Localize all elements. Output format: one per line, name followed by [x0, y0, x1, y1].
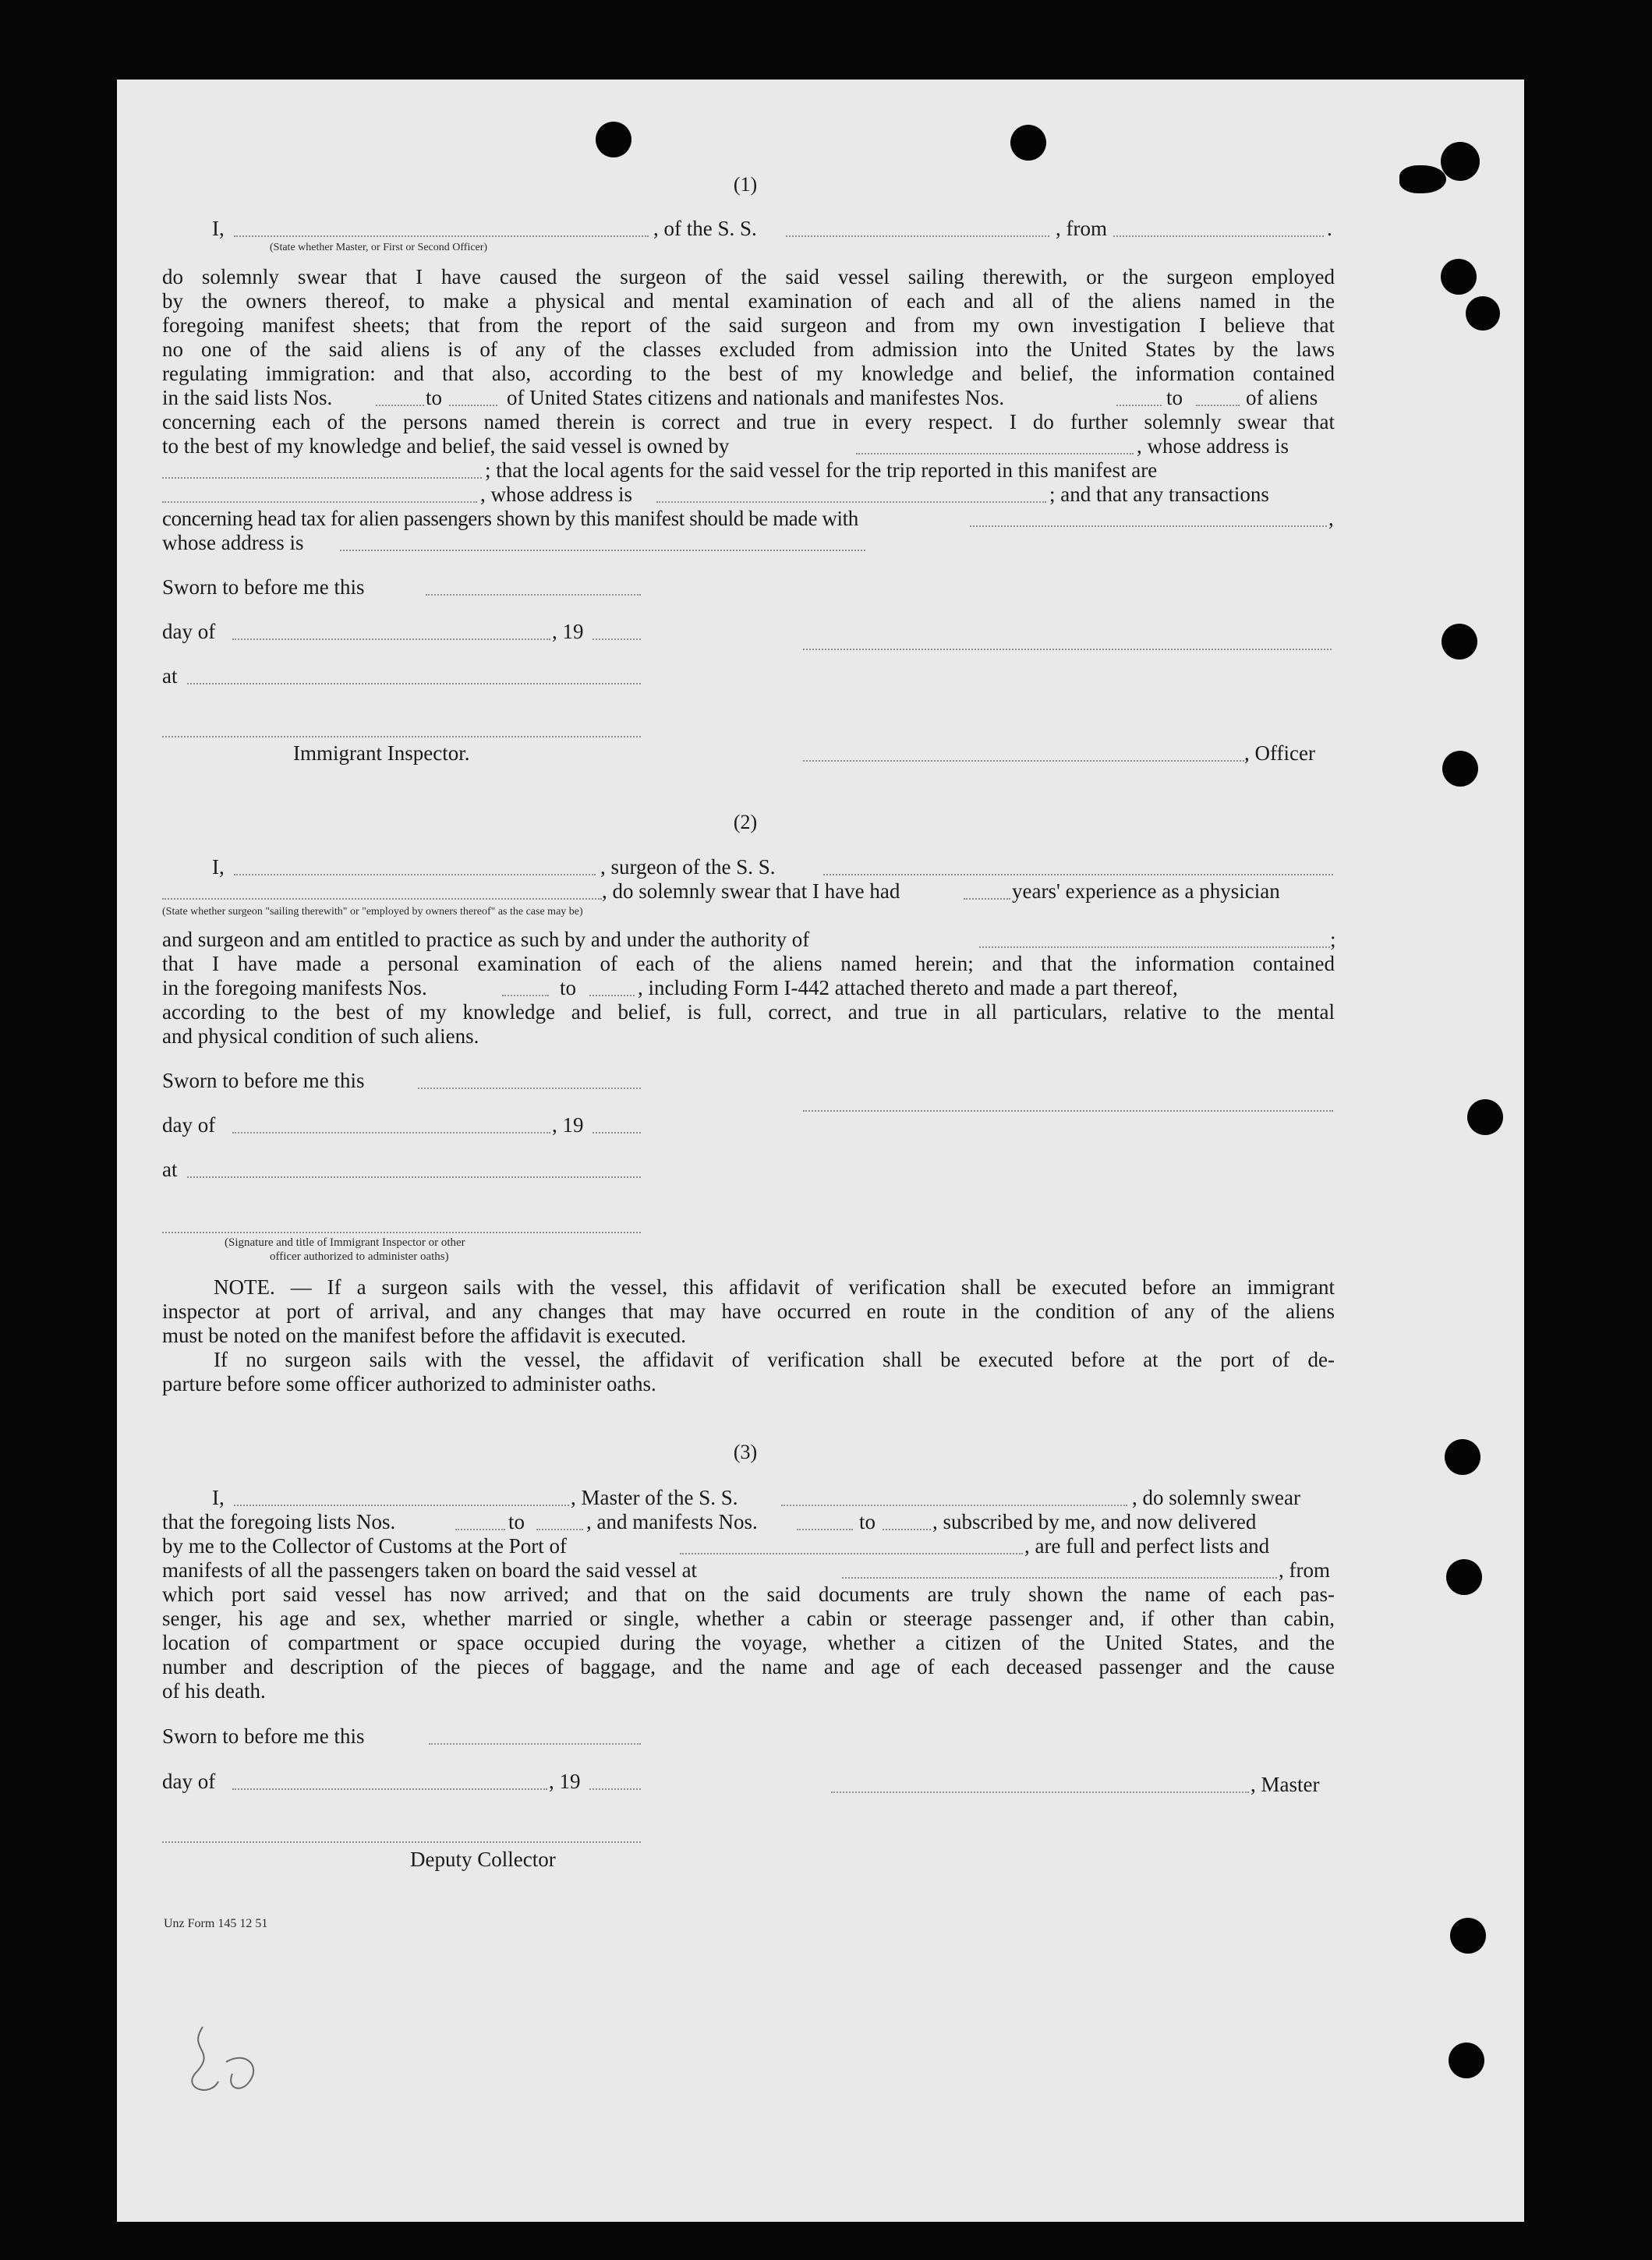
s1-sworn-day-field[interactable] [426, 594, 641, 596]
s1-i-label: I, [212, 217, 225, 240]
headtax-address-field[interactable] [340, 550, 865, 551]
s3-lists-to: to [508, 1510, 525, 1533]
note-line: NOTE. — If a surgeon sails with the vessel, this affidavit of verification shall be executed before an immigrant [214, 1275, 1335, 1299]
s3-sworn-day-field[interactable] [429, 1743, 641, 1745]
punch-hole [1399, 165, 1446, 193]
s2-month-field[interactable] [232, 1132, 550, 1134]
s3-i-label: I, [212, 1486, 225, 1509]
s3-sworn-label: Sworn to before me this [162, 1724, 365, 1748]
s3-manifests-from-field[interactable] [797, 1529, 853, 1530]
s1-line: by the owners thereof, to make a physical and mental examination of each and all of the aliens named in the [162, 289, 1335, 313]
punch-hole [1449, 2042, 1484, 2078]
s2-signature-note: officer authorized to administer oaths) [270, 1250, 449, 1263]
s1-citizens-label: of United States citizens and nationals and manifestes Nos. [507, 386, 1005, 409]
s2-form-label: , including Form I-442 attached thereto and made a part thereof, [638, 976, 1178, 999]
s1-month-field[interactable] [232, 638, 550, 640]
s3-line: of his death. [162, 1679, 266, 1703]
punch-hole [1442, 624, 1477, 660]
s3-board-label: manifests of all the passengers taken on board the said vessel at [162, 1558, 698, 1582]
s1-manifests-to: to [1166, 386, 1183, 409]
s1-aliens-label: of aliens [1246, 386, 1318, 409]
section-3-number: (3) [733, 1441, 758, 1463]
lists-from-field[interactable] [376, 405, 424, 406]
s2-at-field[interactable] [187, 1176, 641, 1178]
s2-surgeon-signature-line[interactable] [803, 1110, 1333, 1112]
section-2-number: (2) [733, 811, 758, 833]
from-port-field[interactable] [1113, 235, 1324, 237]
surgeon-type-note: (State whether surgeon "sailing therewith" or "employed by owners thereof" as the case may be) [162, 906, 583, 918]
s3-perfect-label: , are full and perfect lists and [1024, 1534, 1270, 1558]
s2-inspector-signature-line[interactable] [162, 1232, 641, 1233]
punch-hole [1441, 259, 1477, 295]
s2-swear-label: , do solemnly swear that I have had [602, 879, 900, 903]
note-line: parture before some officer authorized to administer oaths. [162, 1372, 656, 1395]
s1-officer-signature-line-2[interactable] [803, 760, 1247, 762]
s1-lists-label: in the said lists Nos. [162, 386, 333, 409]
s3-month-field[interactable] [232, 1788, 547, 1790]
s1-owner-address-label: , whose address is [1137, 434, 1289, 458]
s2-manifests-to: to [560, 976, 577, 999]
s1-line: concerning each of the persons named therein is correct and true in every respect. I do further solemnly swear that [162, 410, 1335, 433]
headtax-agent-field[interactable] [970, 525, 1327, 527]
s1-agents-address-label: , whose address is [480, 483, 632, 506]
s2-sworn-day-field[interactable] [418, 1088, 641, 1089]
punch-hole [1445, 1439, 1480, 1475]
punch-hole [1450, 1918, 1486, 1954]
s1-inspector-signature-line[interactable] [162, 736, 641, 737]
local-agents-field[interactable] [162, 501, 477, 503]
s1-line: regulating immigration: and that also, according to the best of my knowledge and belief, the information contained [162, 362, 1335, 385]
s3-line: which port said vessel has now arrived; and that on the said documents are truly shown the name of each pas- [162, 1583, 1335, 1606]
s2-signature-note: (Signature and title of Immigrant Inspector or other [225, 1236, 465, 1249]
s1-owned-label: to the best of my knowledge and belief, the said vessel is owned by [162, 434, 730, 458]
s2-manifests-label: in the foregoing manifests Nos. [162, 976, 427, 999]
punch-hole [1466, 296, 1500, 331]
deputy-signature-line[interactable] [162, 1841, 641, 1843]
officer-title-note: (State whether Master, or First or Second Officer) [270, 242, 488, 253]
s2-authority-label: and surgeon and am entitled to practice as such by and under the authority of [162, 928, 810, 951]
s1-dayof-label: day of [162, 620, 216, 643]
s1-line: foregoing manifest sheets; that from the report of the said surgeon and from my own investigation I believe that [162, 313, 1335, 337]
s3-vessel-name-field[interactable] [781, 1505, 1127, 1506]
s1-officer-signature-line-1[interactable] [803, 649, 1332, 650]
s1-comma: , [1328, 507, 1334, 530]
surgeon-name-field[interactable] [234, 874, 596, 875]
manifests-to-field[interactable] [1196, 405, 1240, 406]
s3-subscribed-label: , subscribed by me, and now delivered [932, 1510, 1257, 1533]
s3-year-field[interactable] [589, 1788, 641, 1790]
form-number: Unz Form 145 12 51 [164, 1917, 268, 1930]
s2-experience-label: years' experience as a physician [1012, 879, 1280, 903]
s1-of-ss-label: , of the S. S. [653, 217, 757, 240]
s2-line: that I have made a personal examination of each of the aliens named herein; and that the information contained [162, 952, 1335, 975]
manifests-from-field[interactable] [1116, 405, 1162, 406]
s3-master-of-label: , Master of the S. S. [571, 1486, 738, 1509]
boarding-port-field[interactable] [842, 1577, 1277, 1579]
lists-to-field[interactable] [449, 405, 497, 406]
s2-surgeon-of-label: , surgeon of the S. S. [600, 855, 776, 879]
note-line: must be noted on the manifest before the affidavit is executed. [162, 1324, 687, 1347]
agents-address-field[interactable] [656, 501, 1046, 503]
s2-i-label: I, [212, 855, 225, 879]
s2-dayof-label: day of [162, 1113, 216, 1137]
punch-hole [1446, 1559, 1482, 1595]
punch-hole [596, 122, 631, 157]
section-1-number: (1) [733, 173, 758, 196]
s1-whose-address-label: whose address is [162, 531, 304, 554]
authority-field[interactable] [979, 946, 1330, 948]
s3-line: senger, his age and sex, whether married or single, whether a cabin or steerage passenger and, if other than cabin, [162, 1607, 1335, 1630]
s1-line: no one of the said aliens is of any of the classes excluded from admission into the United States by the laws [162, 338, 1335, 361]
handwritten-mark [172, 2019, 281, 2105]
s1-period: . [1327, 217, 1332, 240]
punch-hole [1467, 1099, 1503, 1135]
master-name-field[interactable] [234, 1505, 569, 1506]
s3-year-label: , 19 [549, 1770, 581, 1793]
master-signature-line[interactable] [831, 1791, 1249, 1793]
s2-year-field[interactable] [593, 1132, 641, 1134]
note-line: If no surgeon sails with the vessel, the affidavit of verification shall be executed before at the port of de- [214, 1348, 1335, 1371]
surgeon-type-field[interactable] [162, 898, 602, 900]
s1-year-field[interactable] [593, 638, 641, 640]
s1-line: do solemnly swear that I have caused the surgeon of the said vessel sailing therewith, or the surgeon employed [162, 265, 1335, 288]
s1-from-label: , from [1056, 217, 1107, 240]
punch-hole [1010, 125, 1046, 161]
s1-transactions-label: ; and that any transactions [1049, 483, 1269, 506]
s2-line: according to the best of my knowledge and belief, is full, correct, and true in all particulars, relative to the mental [162, 1000, 1335, 1024]
officer-title-field[interactable] [234, 235, 649, 237]
s1-at-label: at [162, 664, 178, 688]
s3-lists-to-field[interactable] [536, 1529, 583, 1530]
owner-address-field[interactable] [162, 477, 482, 479]
s3-line: location of compartment or space occupied during the voyage, whether a citizen of the United States, and the [162, 1631, 1335, 1654]
punch-hole [1442, 751, 1478, 787]
punch-hole [1441, 142, 1480, 181]
s2-at-label: at [162, 1158, 178, 1181]
s2-line: and physical condition of such aliens. [162, 1024, 479, 1048]
s3-swear-label: , do solemnly swear [1132, 1486, 1300, 1509]
s2-manifests-from-field[interactable] [502, 995, 549, 996]
s3-dayof-label: day of [162, 1770, 216, 1793]
s1-lists-to: to [426, 386, 443, 409]
s2-semicolon: ; [1330, 928, 1336, 951]
s3-collector-label: by me to the Collector of Customs at the Port of [162, 1534, 567, 1558]
s3-manifests-label: , and manifests Nos. [586, 1510, 758, 1533]
s2-year-label: , 19 [552, 1113, 584, 1137]
s3-manifests-to: to [859, 1510, 876, 1533]
s2-manifests-to-field[interactable] [589, 995, 635, 996]
s1-inspector-label: Immigrant Inspector. [293, 741, 470, 765]
owner-field[interactable] [856, 453, 1134, 454]
s3-deputy-label: Deputy Collector [410, 1848, 556, 1871]
s1-year-label: , 19 [552, 620, 584, 643]
s2-sworn-label: Sworn to before me this [162, 1069, 365, 1092]
s3-lists-from-field[interactable] [455, 1529, 505, 1530]
s1-at-field[interactable] [187, 683, 641, 684]
s1-officer-label: , Officer [1244, 741, 1315, 765]
s3-from-label: , from [1279, 1558, 1330, 1582]
s3-master-label: , Master [1250, 1773, 1320, 1796]
s3-lists-label: that the foregoing lists Nos. [162, 1510, 396, 1533]
s1-sworn-label: Sworn to before me this [162, 575, 365, 599]
s1-agents-label: ; that the local agents for the said vessel for the trip reported in this manifest are [485, 458, 1158, 482]
s2-vessel-name-field[interactable] [823, 874, 1333, 875]
vessel-name-field[interactable] [786, 235, 1049, 237]
port-field[interactable] [680, 1553, 1023, 1554]
note-line: inspector at port of arrival, and any changes that may have occurred en route in the condition of any of the aliens [162, 1300, 1335, 1323]
s1-headtax-label: concerning head tax for alien passengers shown by this manifest should be made with [162, 507, 858, 530]
years-experience-field[interactable] [964, 898, 1010, 900]
s3-line: number and description of the pieces of baggage, and the name and age of each deceased passenger and the cause [162, 1655, 1335, 1678]
s3-manifests-to-field[interactable] [883, 1529, 931, 1530]
